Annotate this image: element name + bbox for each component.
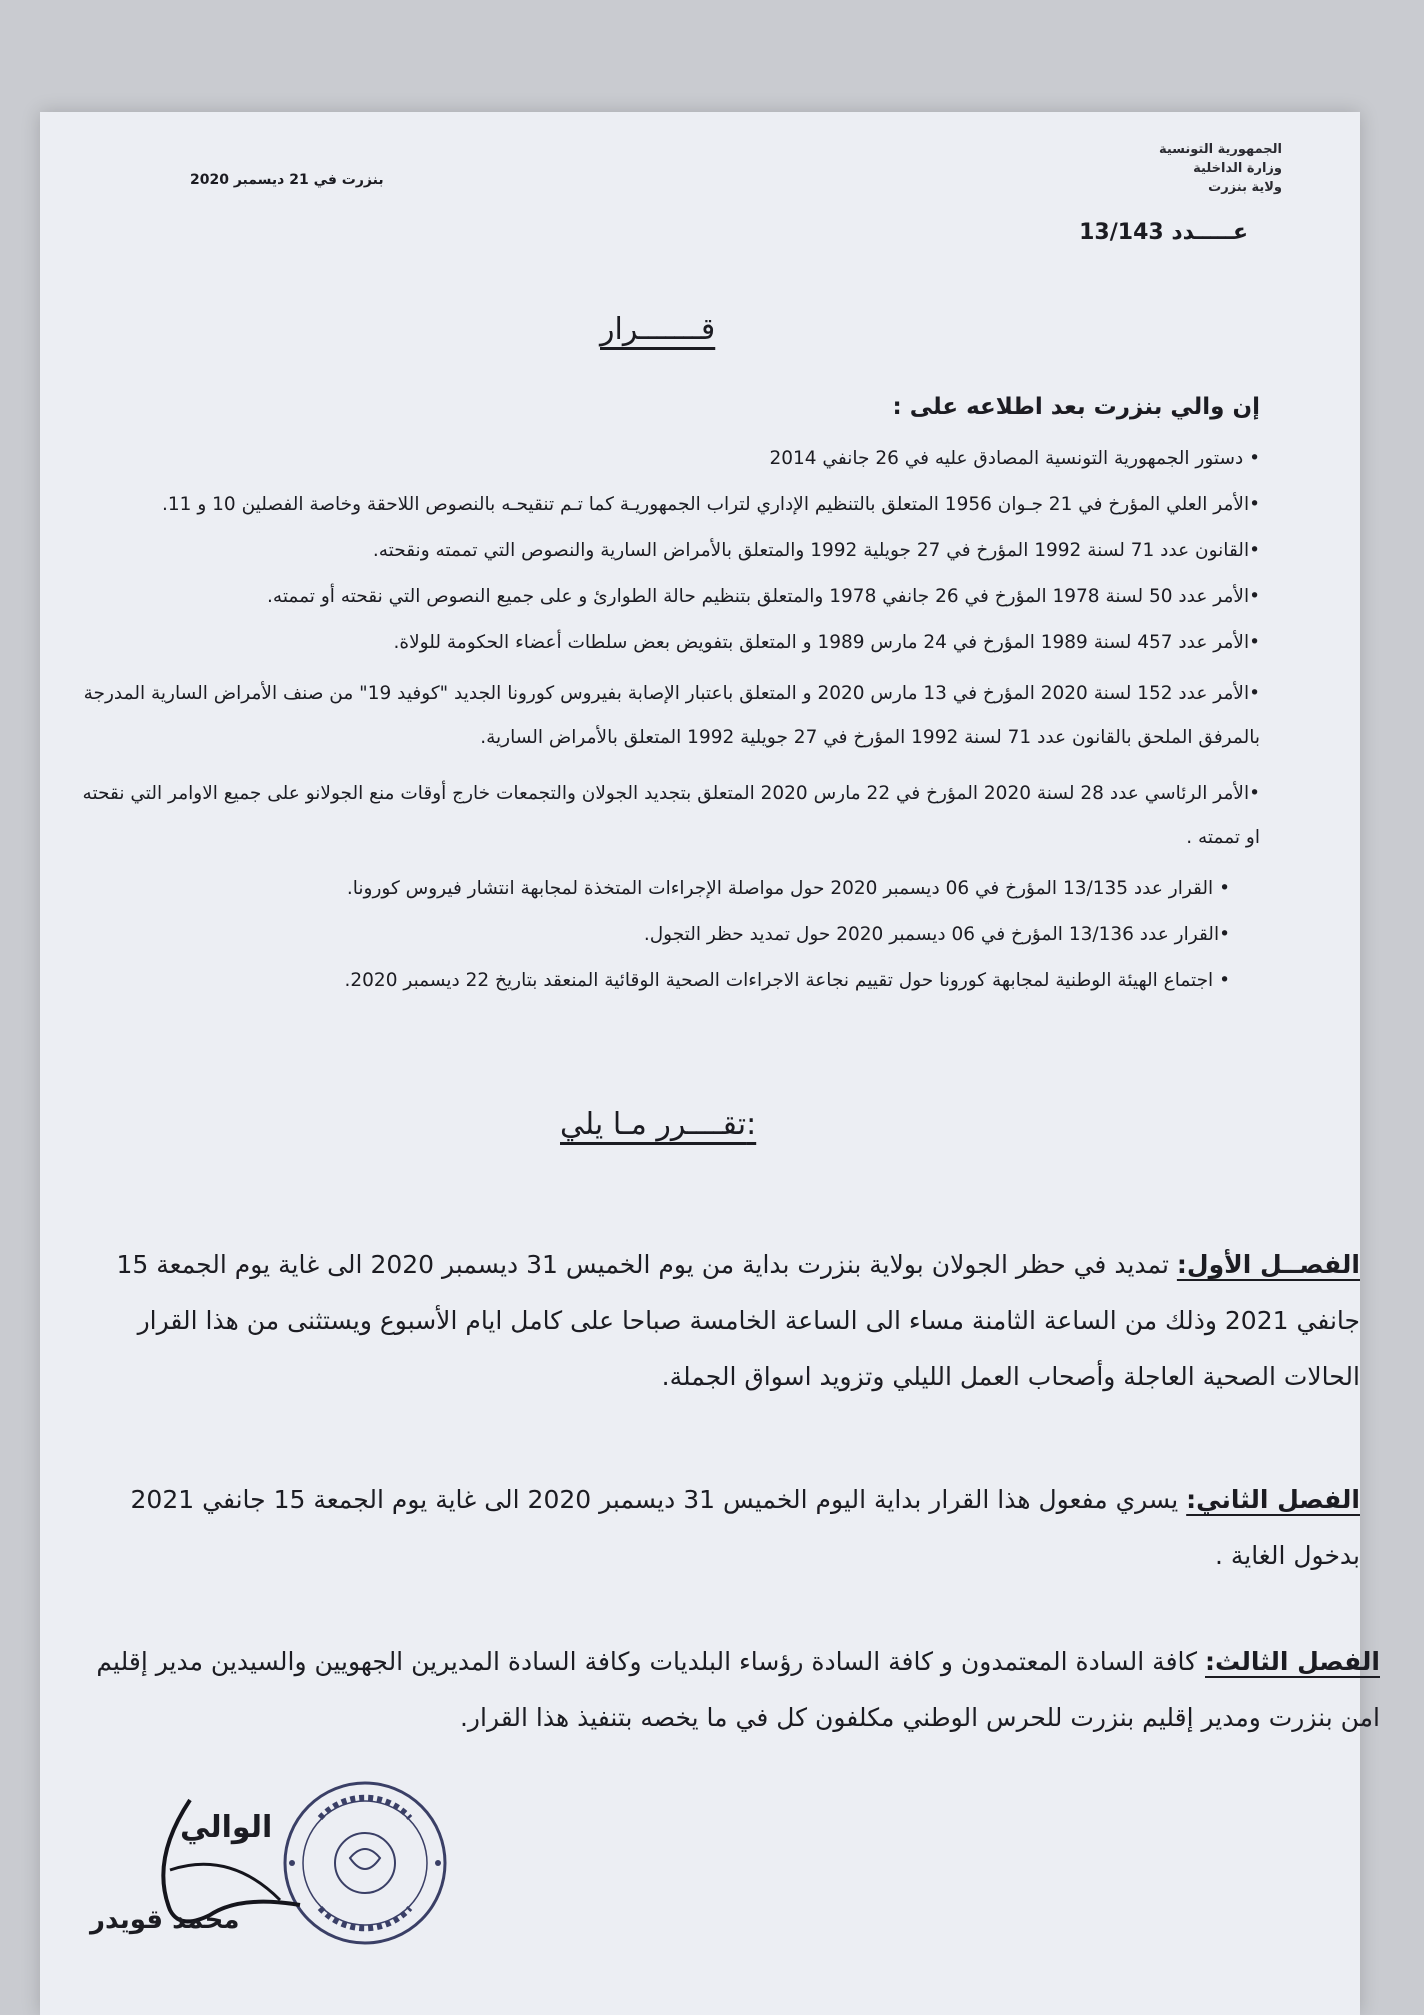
reference-item: • اجتماع الهيئة الوطنية لمجابهة كورونا حول تقييم نجاعة الاجراءات الصحية الوقائية المنعقد بتاريخ 22 ديسمبر 2020. [344, 970, 1230, 991]
issuer-block [1062, 142, 1282, 195]
reference-item: •الأمر عدد 152 لسنة 2020 المؤرخ في 13 مارس 2020 و المتعلق باعتبار الإصابة بفيروس كورونا الجديد "كوفيد 19" من صنف الأمراض السارية المدرجة بالمرفق الملحق بالقانون عدد 71 لسنة 1992 المؤرخ في 27 جويلية 1992 المتعلق بالأمراض السارية. [83, 683, 1260, 748]
governorate-line: ولاية بنزرت [1208, 180, 1282, 195]
article-2-text: يسري مفعول هذا القرار بداية اليوم الخميس 31 ديسمبر 2020 الى غاية يوم الجمعة 15 جانفي 2021 بدخول الغاية . [130, 1485, 1360, 1570]
reference-item: •الأمر الرئاسي عدد 28 لسنة 2020 المؤرخ في 22 مارس 2020 المتعلق بتجديد الجولان والتجمعات خارج أوقات منع الجولانو على جميع الاوامر التي نقحته او تممته . [82, 783, 1260, 848]
reference-number: عـــــدد 13/143 [1079, 220, 1248, 245]
reference-item: •الأمر عدد 457 لسنة 1989 المؤرخ في 24 مارس 1989 و المتعلق بتفويض بعض سلطات أعضاء الحكومة للولاة. [393, 632, 1260, 653]
article-2 [70, 1472, 1360, 1584]
reference-item: •القرار عدد 13/136 المؤرخ في 06 ديسمبر 2020 حول تمديد حظر التجول. [643, 924, 1230, 945]
reference-item: •القانون عدد 71 لسنة 1992 المؤرخ في 27 جويلية 1992 والمتعلق بالأمراض السارية والنصوص التي تممته ونقحته. [372, 540, 1260, 561]
reference-item: • القرار عدد 13/135 المؤرخ في 06 ديسمبر 2020 حول مواصلة الإجراءات المتخذة لمجابهة انتشار فيروس كورونا. [346, 878, 1230, 899]
reference-item: • دستور الجمهورية التونسية المصادق عليه في 26 جانفي 2014 [769, 448, 1260, 469]
references-list [80, 442, 1260, 998]
republic-line: الجمهورية التونسية [1158, 142, 1282, 157]
reference-item: •الأمر عدد 50 لسنة 1978 المؤرخ في 26 جانفي 1978 والمتعلق بتنظيم حالة الطوارئ و على جميع النصوص التي نقحته أو تممته. [267, 586, 1260, 607]
signatory-name: محمد قويدر [90, 1905, 240, 1935]
article-1-label: الفصــل الأول: [1176, 1250, 1360, 1279]
intro-line: إن والي بنزرت بعد اطلاعه على : [892, 394, 1260, 420]
article-3-label: الفصل الثالث: [1205, 1647, 1380, 1676]
place-date: بنزرت في 21 ديسمبر 2020 [190, 172, 384, 188]
document-page [40, 112, 1380, 2015]
document-title: قـــــــرار [600, 312, 716, 347]
signature-block [70, 1780, 310, 1950]
article-2-label: الفصل الثاني: [1186, 1485, 1360, 1514]
decision-heading: تقــــرر مـا يلي: [560, 1107, 757, 1142]
article-1-text: تمديد في حظر الجولان بولاية بنزرت بداية من يوم الخميس 31 ديسمبر 2020 الى غاية يوم الجمعة 15 جانفي 2021 وذلك من الساعة الثامنة مساء الى الساعة الخامسة صباحا على كامل ايام الأسبوع ويستثنى من هذا القرار الحالات الصحية العاجلة وأصحاب العمل الليلي وتزويد اسواق الجملة. [116, 1250, 1360, 1391]
article-1 [70, 1237, 1360, 1405]
article-3 [50, 1634, 1380, 1746]
ministry-line: وزارة الداخلية [1193, 161, 1282, 176]
article-3-text: كافة السادة المعتمدون و كافة السادة رؤساء البلديات وكافة السادة المديرين الجهويين والسيدين مدير إقليم امن بنزرت ومدير إقليم بنزرت للحرس الوطني مكلفون كل في ما يخصه بتنفيذ هذا القرار. [96, 1647, 1380, 1732]
reference-item: •الأمر العلي المؤرخ في 21 جـوان 1956 المتعلق بالتنظيم الإداري لتراب الجمهوريـة كما تـم تنقيحـه بالنصوص اللاحقة وخاصة الفصلين 10 و 11. [162, 494, 1260, 515]
signatory-title: الوالي [180, 1810, 273, 1845]
